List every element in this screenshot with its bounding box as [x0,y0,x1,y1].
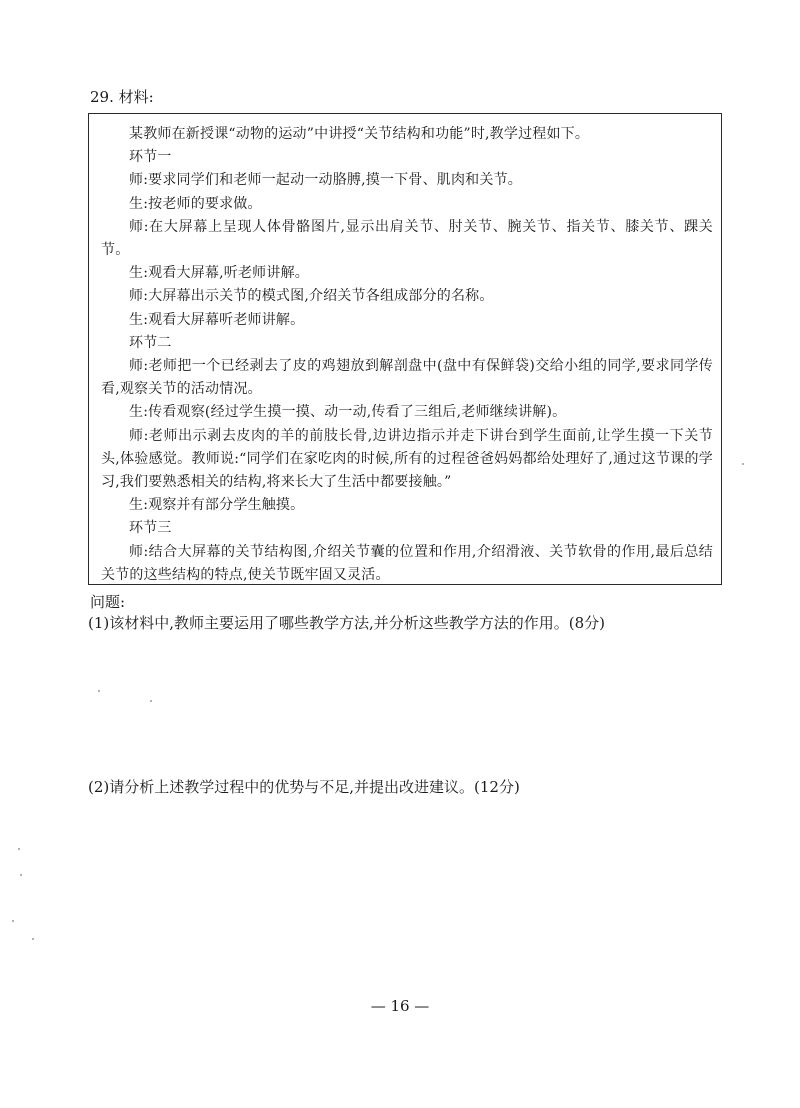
section-heading-2: 环节二 [129,334,172,351]
material-paragraph-intro: 某教师在新授课“动物的运动”中讲授“关节结构和功能”时,教学过程如下。 [129,126,590,142]
scan-speck [20,874,22,876]
material-paragraph: 师:老师把一个已经剥去了皮的鸡翅放到解剖盘中(盘中有保鲜袋)交给小组的同学,要求同学传看,观察关节的活动情况。 [101,358,713,398]
material-paragraph: 师:大屏幕出示关节的模式图,介绍关节各组成部分的名称。 [129,288,494,305]
material-paragraph: 生:观看大屏幕,听老师讲解。 [129,265,309,282]
material-paragraph: 生:按老师的要求做。 [129,195,262,212]
material-box [88,113,722,585]
material-paragraph: 生:观看大屏幕听老师讲解。 [129,311,305,328]
material-paragraph: 师:要求同学们和老师一起动一动胳膊,摸一下骨、肌肉和关节。 [129,172,522,189]
question-1: (1)该材料中,教师主要运用了哪些教学方法,并分析这些教学方法的作用。(8分) [88,614,606,632]
material-paragraph: 师:老师出示剥去皮肉的羊的前肢长骨,边讲边指示并走下讲台到学生面前,让学生摸一下关节头,体验感觉。教师说:“同学们在家吃肉的时候,所有的过程爸爸妈妈都给处理好了,通过这节课的学习,我们要熟悉相关的结构,将来长大了生活中都要接触。” [101,427,713,491]
scan-speck [12,920,14,922]
material-paragraph: 生:观察并有部分学生触摸。 [129,497,305,514]
material-paragraph: 师:结合大屏幕的关节结构图,介绍关节囊的位置和作用,介绍滑液、关节软骨的作用,最后总结关节的这些结构的特点,使关节既牢固又灵活。 [101,543,713,583]
scan-speck [150,700,152,702]
question-2: (2)请分析上述教学过程中的优势与不足,并提出改进建议。(12分) [88,778,520,796]
section-heading-1: 环节一 [129,149,172,166]
scan-speck [32,938,34,940]
page-number: — 16 — [370,997,430,1015]
scan-speck [742,463,744,465]
section-heading-3: 环节三 [129,520,172,537]
material-paragraph: 师:在大屏幕上呈现人体骨骼图片,显示出肩关节、肘关节、腕关节、指关节、膝关节、踝关节。 [101,218,713,259]
material-paragraph: 生:传看观察(经过学生摸一摸、动一动,传看了三组后,老师继续讲解)。 [129,404,567,421]
question-number: 29. 材料: [90,88,154,106]
scan-speck [98,690,100,692]
scan-speck [18,848,20,850]
questions-label: 问题: [90,593,126,611]
